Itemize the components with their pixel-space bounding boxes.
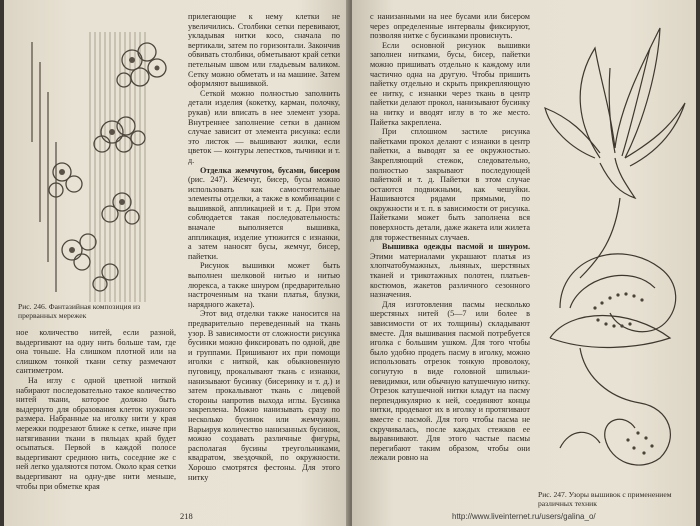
paragraph: Если основной рисунок вышивки заполнен нитками, бусы, бисер, пайетки можно пришивать отдельно к каждому или частично одна на другую. Чтобы пришить пайетку отдельно и скрыть прикрепляющую ее нитку, с изнанки через ткань в центр пайетки делают прокол, нанизывают бусинку на нитку и вводят иглу в то же место. Пайетка закреплена. [370,40,530,127]
left-page [4,0,350,526]
section-heading: Вышивка одежды пасмой и шнуром. [382,242,530,252]
right-page [352,0,696,526]
paragraph: Рисунок вышивки может быть выполнен шелковой нитью и нитью люрекса, а также шнуром (предварительно настроченным на ткани платья, блузки, нарядного жакета). [188,261,340,309]
left-page-right-column [188,12,340,482]
section-heading: Отделка жемчугом, бусами, бисером [200,165,340,175]
paragraph: На иглу с одной цветной ниткой набирают последовательно такое количество нитей ткани, которое должно быть выдернуто для образования клеток нужного размера. Набранные на иголку нити у края мережки подрезают ближе к сетке, иначе при натягивании ткани в пяльцах край будет осыпаться. Первой в каждой полосе выдергивают среднюю нить, соседние же с ней легко удаляются потом. Около края сетки выдергивают на одну-две нити меньше, чтобы при обметке края [16,375,176,491]
page-number: 218 [180,511,193,521]
figure-247-illustration [540,8,690,488]
figure-247-caption: Рис. 247. Узоры вышивок с применением различных техник [538,490,672,508]
right-page-text-column [370,12,530,463]
paragraph: ное количество нитей, если разной, выдергивают на одну нить больше там, где она тоньше. На слишком плотной или на слишком тонкой ткани сетку размечают сантиметром. [16,328,176,376]
paragraph: (рис. 247). Жемчуг, бисер, бусы можно использовать как самостоятельные элементы отделки, а также в комбинации с вышивкой, аппликацией и т. д. При этом соблюдается такая последовательность: вначале выполняется вышивка, аппликация, изделие утюжится с изнанки, а затем наносят бусы, жемчуг, бисер, пайетки. [188,175,340,261]
figure-246-caption: Рис. 246. Фантазийная композиция из прерванных мережек [18,302,141,320]
paragraph: Этими материалами украшают платья из хлопчатобумажных, льняных, шерстяных тканей и трикотажных полотен, платьев-костюмов, жакетов различного сезонного назначения. [370,251,530,300]
paragraph: При сплошном застиле рисунка пайетками прокол делают с изнанки в центр пайетки, а выводят за ее окружностью. Закрепляющий стежок, следовательно, полностью закрывают последующей пайеткой и т. д. Пайетки в этом случае остаются подвижными, как чешуйки. Нашиваются рядами прямыми, по окружности и т. п. в зависимости от рисунка. Пайетками может быть заполнена вся поверхность детали, даже жакета или жилета для торжественных случаев. [370,127,530,242]
paragraph: Этот вид отделки также наносится на предварительно переведенный на ткань узор. В зависимости от сложности рисунка бусинки можно фиксировать по одной, две и группами. Пришивают их при помощи иголки с ниткой, как обыкновенную пуговицу, прокалывают ткань с изнанки, нанизывают бусинку (бисеринку и т. д.) и затем прокалывают ткань с лицевой стороны напротив выхода иглы. Бусинка закреплена. Можно нанизывать сразу по несколько бусинок или жемчужин. Варьируя количество нанизанных бусинок, можно создавать различные фигуры, располагая бусины треугольниками, квадратом, звездочкой, по окружности. Хорошо смотрятся фестоны. Для этого нитку [188,309,340,482]
source-url: http://www.liveinternet.ru/users/galina_o/ [452,512,596,521]
left-page-left-column [16,328,176,491]
figure-246-illustration [12,22,187,312]
paragraph: Сеткой можно полностью заполнить детали изделия (кокетку, карман, полочку, рукав) или вписать в нее элемент узора. Внутреннее заполнение сетки в данном случае зависит от элемента рисунка: если это листок — вышивают жилки, если цветок — контуры лепестков, тычинки и т. д. [188,88,340,165]
paragraph: Для изготовления пасмы несколько шерстяных нитей (5—7 или более в зависимости от их толщины) складывают вместе. Для вышивания пасмой потребуется иголка с большим ушком. Для того чтобы было удобно продеть пасму в иголку, можно использовать отрезок тонкую проволоку, согнутую в виде головной шпильки-невидимки, или обычную катушечную нитку. Отрезок катушечной нитки кладут на пасму перпендикулярно к ней, соединяют концы нитки, продевают их в иголку и протягивают вместе с пасмой. Для того чтобы пасма не скручивалась, после каждых стежков ее выравнивают. Для этого частые пасмы перегибают таким образом, чтобы они лежали ровно на [370,299,530,463]
paragraph: прилегающие к нему клетки не увеличились. Столбики сетки перевивают, укладывая нитки косо, сначала по вертикали, затем по горизонтали. Закончив обвивать столбики, обметывают край сетки петельным швом или гладьевым валиком. Сетку можно обметать и на машине. Затем оформляют вышивкой. [188,12,340,89]
paragraph: с нанизанными на нее бусами или бисером через определенные интервалы фиксируют, позволяя нитке с бусинками провиснуть. [370,12,530,41]
